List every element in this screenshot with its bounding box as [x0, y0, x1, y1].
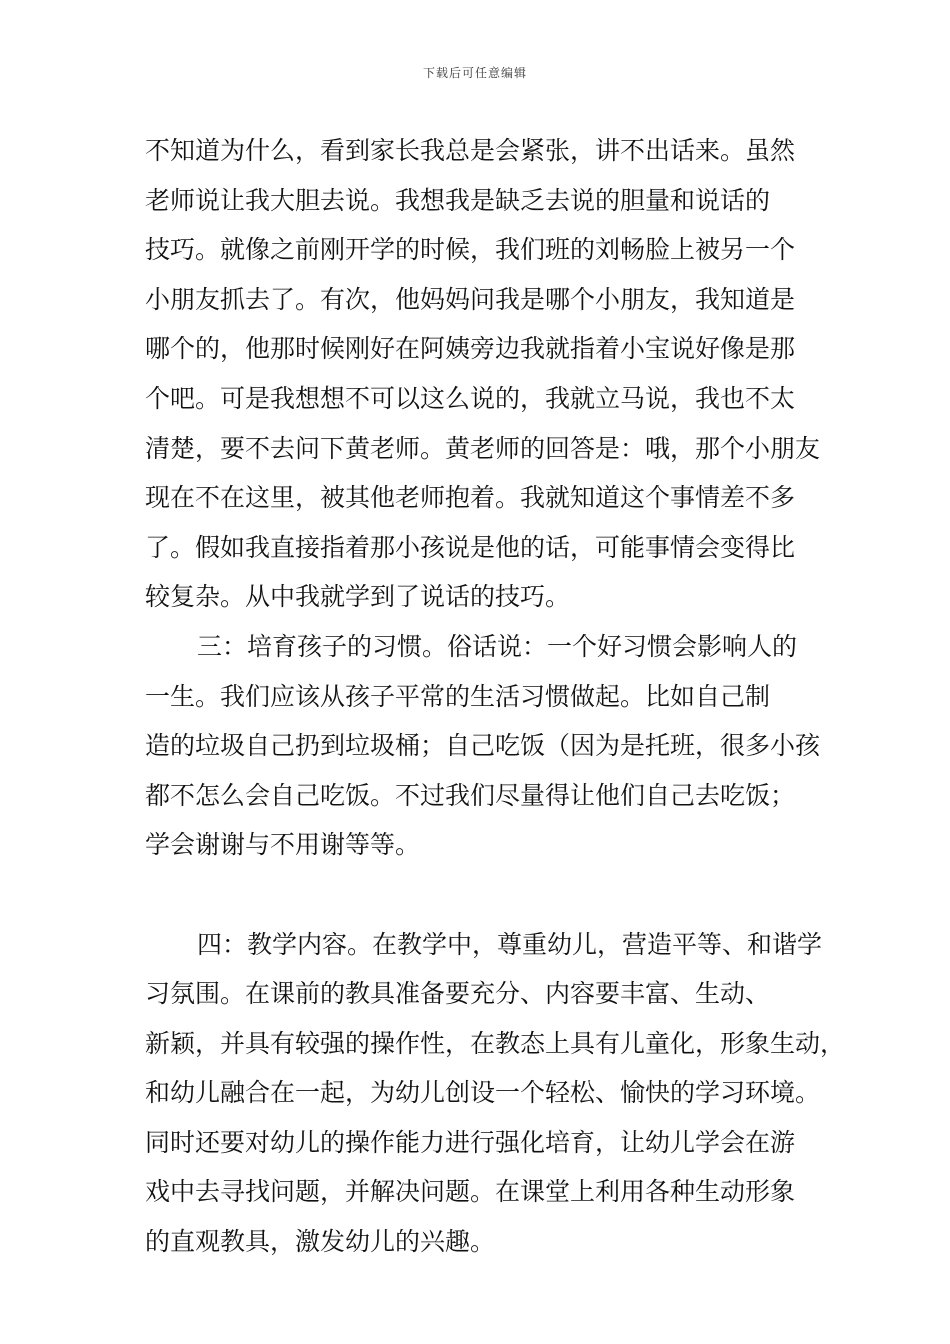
- text-line: 现在不在这里，被其他老师抱着。我就知道这个事情差不多: [145, 483, 796, 513]
- text-line: 一生。我们应该从孩子平常的生活习惯做起。比如自己制: [145, 681, 771, 711]
- text-line: 个吧。可是我想想不可以这么说的，我就立马说，我也不太: [145, 383, 796, 413]
- text-line: 和幼儿融合在一起，为幼儿创设一个轻松、愉快的学习环境。: [145, 1078, 821, 1108]
- text-line: 较复杂。从中我就学到了说话的技巧。: [145, 582, 571, 612]
- text-line: 学会谢谢与不用谢等等。: [145, 830, 421, 860]
- text-line: 同时还要对幼儿的操作能力进行强化培育，让幼儿学会在游: [145, 1127, 796, 1157]
- text-line: 老师说让我大胆去说。我想我是缺乏去说的胆量和说话的: [145, 185, 771, 215]
- text-line: 了。假如我直接指着那小孩说是他的话，可能事情会变得比: [145, 532, 796, 562]
- paragraph-four-start: 四：教学内容。在教学中，尊重幼儿，营造平等、和谐学: [197, 929, 823, 959]
- text-line: 清楚，要不去问下黄老师。黄老师的回答是：哦，那个小朋友: [145, 433, 821, 463]
- page-header-note: 下载后可任意编辑: [422, 66, 527, 80]
- text-line: 都不怎么会自己吃饭。不过我们尽量得让他们自己去吃饭；: [145, 780, 796, 810]
- text-line: 新颖，并具有较强的操作性，在教态上具有儿童化，形象生动，: [145, 1028, 846, 1058]
- text-line: 习氛围。在课前的教具准备要充分、内容要丰富、生动、: [145, 979, 771, 1009]
- paragraph-three-start: 三：培育孩子的习惯。俗话说：一个好习惯会影响人的: [197, 631, 798, 661]
- text-line: 戏中去寻找问题，并解决问题。在课堂上利用各种生动形象: [145, 1177, 796, 1207]
- text-line: 不知道为什么，看到家长我总是会紧张，讲不出话来。虽然: [145, 136, 796, 165]
- paragraph-gap: [145, 870, 815, 920]
- text-line: 哪个的，他那时候刚好在阿姨旁边我就指着小宝说好像是那: [145, 334, 796, 364]
- text-line: 技巧。就像之前刚开学的时候，我们班的刘畅脸上被另一个: [145, 235, 796, 265]
- text-line: 小朋友抓去了。有次，他妈妈问我是哪个小朋友，我知道是: [145, 284, 796, 314]
- text-line: 造的垃圾自己扔到垃圾桶；自己吃饭（因为是托班，很多小孩: [145, 731, 821, 761]
- text-line: 的直观教具，激发幼儿的兴趣。: [145, 1227, 496, 1257]
- document-body: [145, 126, 846, 1267]
